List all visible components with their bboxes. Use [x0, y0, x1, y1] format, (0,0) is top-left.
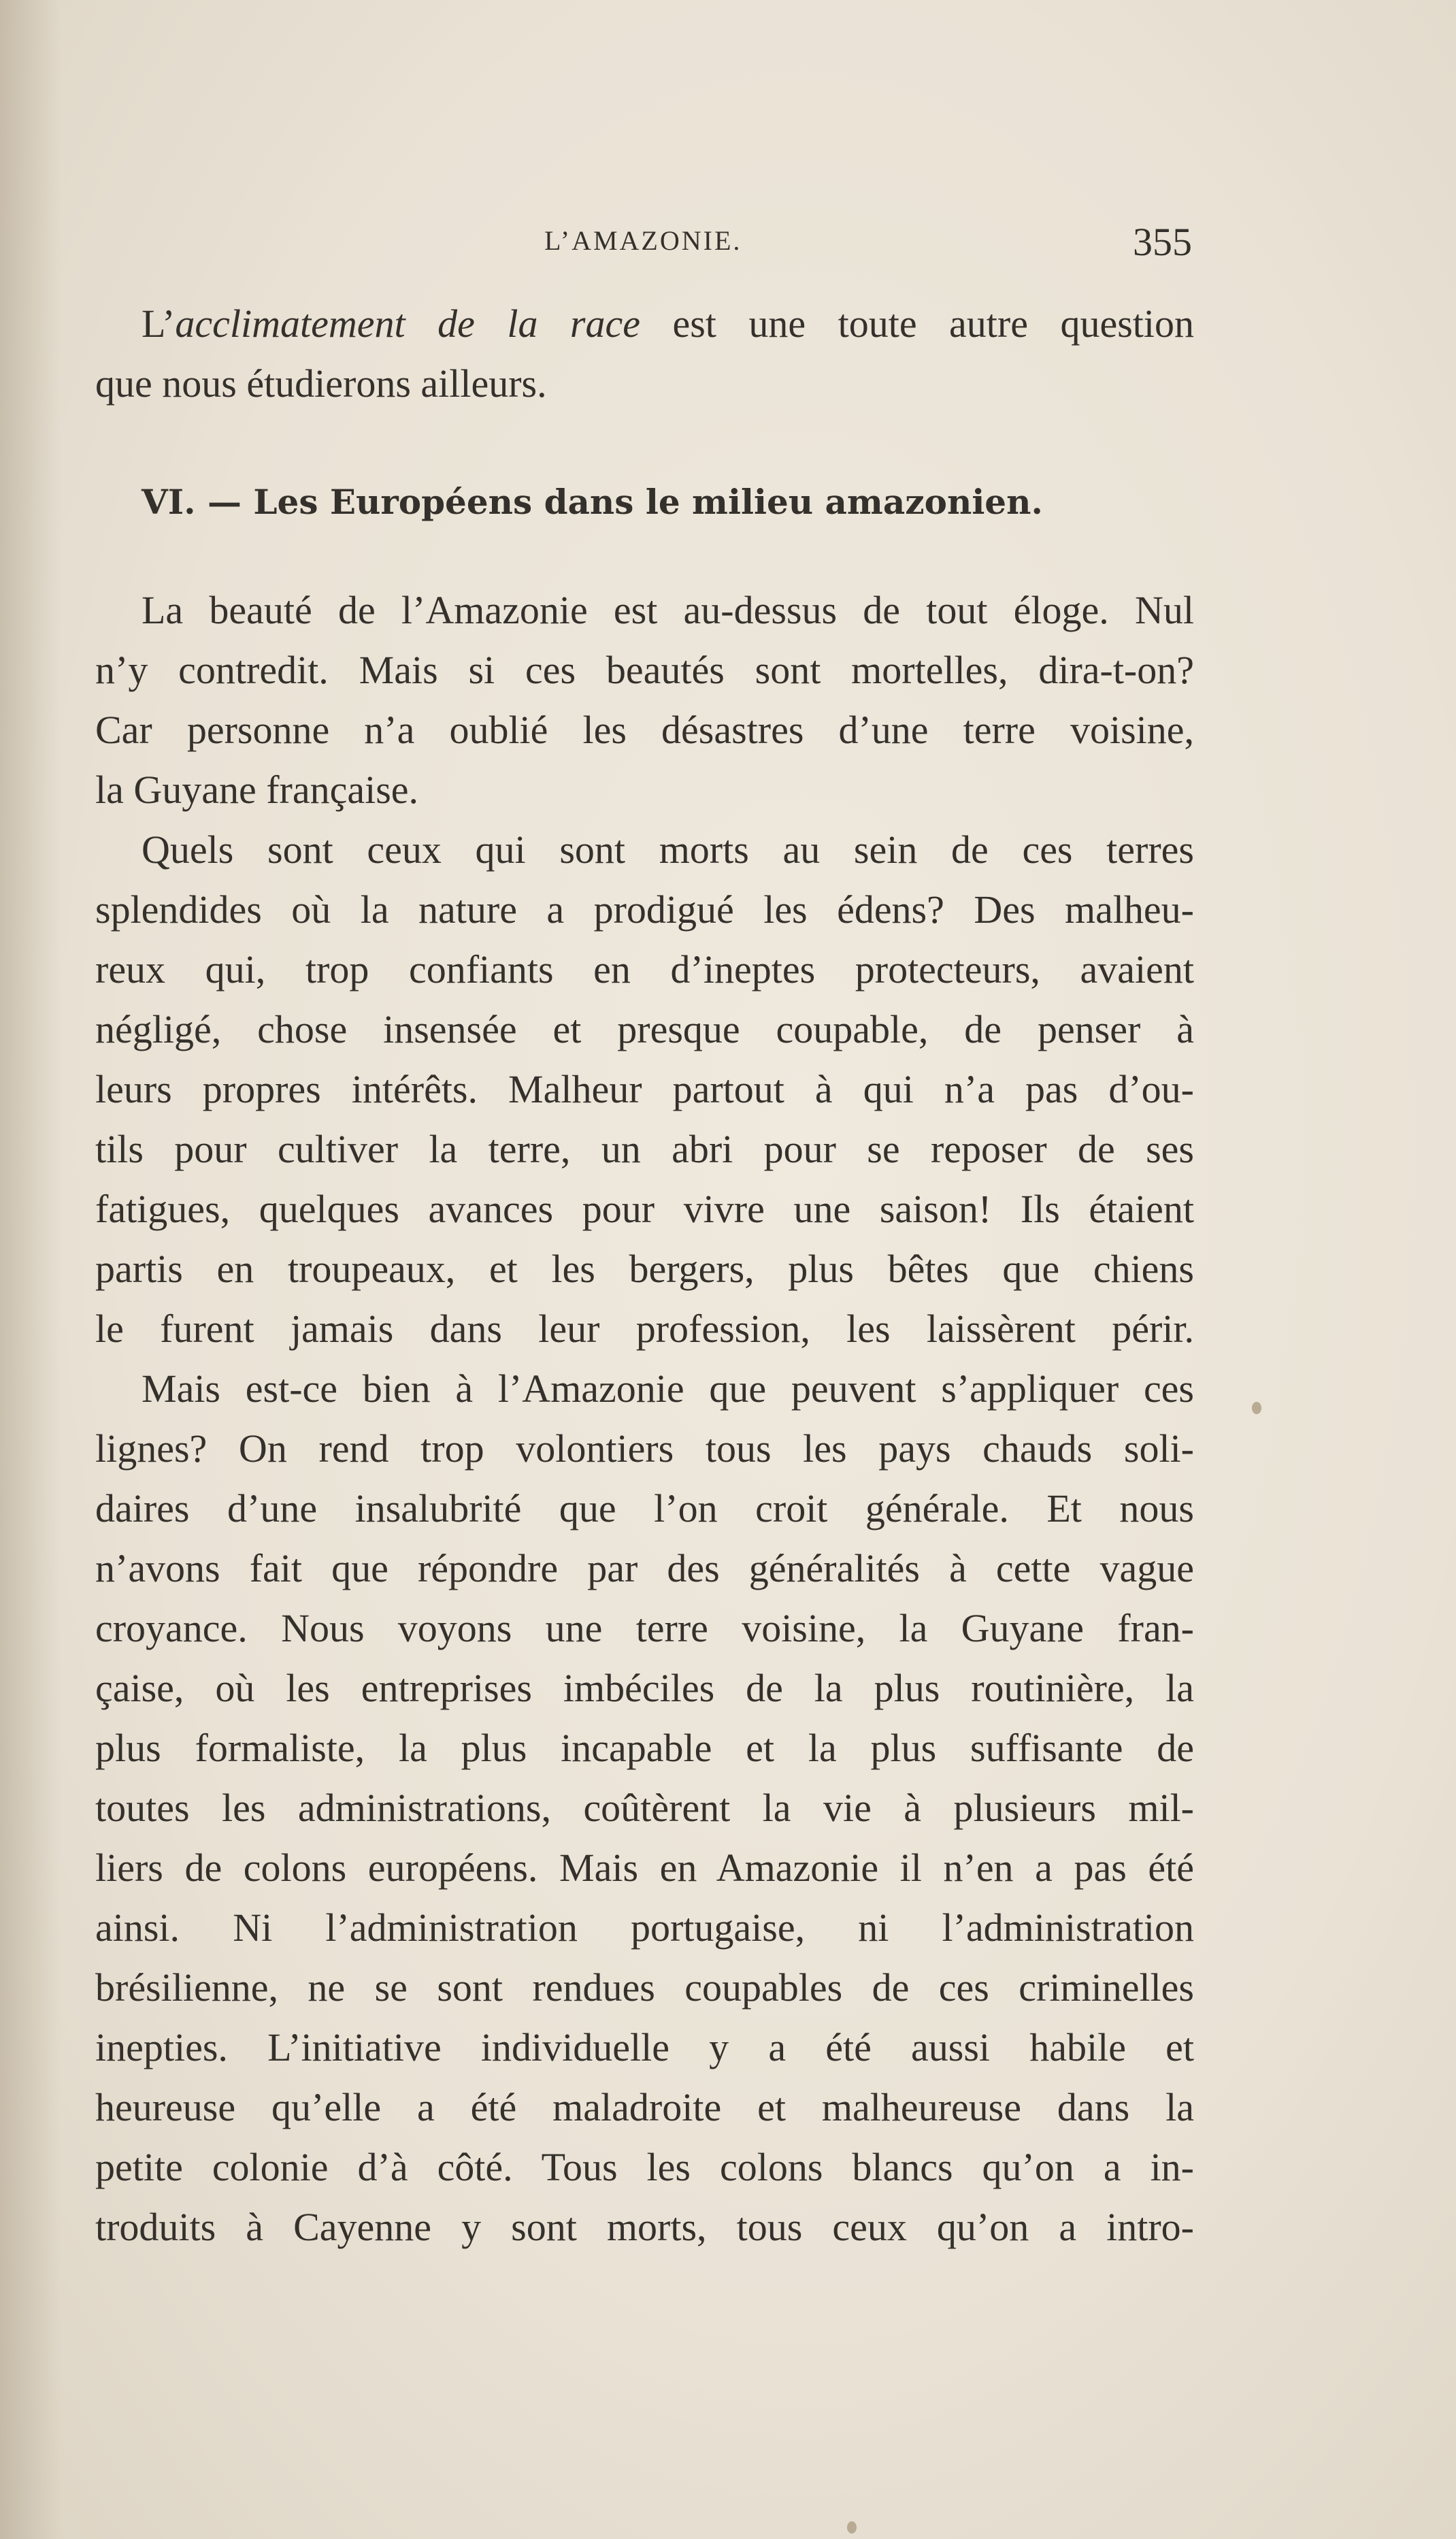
text-line: n’avons fait que répondre par des généralités à cette vague — [95, 1546, 1194, 1590]
text-line: troduits à Cayenne y sont morts, tous ceux qu’on a intro- — [95, 2205, 1194, 2249]
section-heading: VI. — Les Européens dans le milieu amazonien. — [142, 482, 1043, 522]
text-line: inepties. L’initiative individuelle y a été aussi habile et — [95, 2025, 1194, 2069]
page-edge-shadow — [0, 0, 61, 2539]
page-number: 355 — [1133, 220, 1192, 264]
text-line: heureuse qu’elle a été maladroite et malheureuse dans la — [95, 2085, 1194, 2129]
text-line: ainsi. Ni l’administration portugaise, ni l’administration — [95, 1905, 1194, 1950]
text-line: reux qui, trop confiants en d’ineptes protecteurs, avaient — [95, 947, 1194, 992]
opening-rest: est une toute autre question — [640, 301, 1194, 346]
text-line: n’y contredit. Mais si ces beautés sont mortelles, dira-t-on? — [95, 648, 1194, 692]
text-line: partis en troupeaux, et les bergers, plus bêtes que chiens — [95, 1247, 1194, 1291]
opening-line-2: que nous étudierons ailleurs. — [95, 361, 547, 406]
text-line: çaise, où les entreprises imbéciles de la plus routinière, la — [95, 1666, 1194, 1710]
text-line: splendides où la nature a prodigué les édens? Des malheu- — [95, 887, 1194, 932]
text-line: fatigues, quelques avances pour vivre une saison! Ils étaient — [95, 1187, 1194, 1231]
text-line: Quels sont ceux qui sont morts au sein de ces terres — [142, 828, 1194, 872]
running-head — [0, 219, 1456, 267]
paper-spot — [847, 2521, 857, 2534]
text-line: Mais est-ce bien à l’Amazonie que peuvent s’appliquer ces — [142, 1366, 1194, 1411]
text-line: négligé, chose insensée et presque coupable, de penser à — [95, 1007, 1194, 1051]
text-line: daires d’une insalubrité que l’on croit générale. Et nous — [95, 1486, 1194, 1530]
text-line: La beauté de l’Amazonie est au-dessus de tout éloge. Nul — [142, 588, 1194, 632]
text-line: leurs propres intérêts. Malheur partout à qui n’a pas d’ou- — [95, 1067, 1194, 1111]
text-line: brésilienne, ne se sont rendues coupables de ces criminelles — [95, 1965, 1194, 2010]
text-line: tils pour cultiver la terre, un abri pour se reposer de ses — [95, 1127, 1194, 1171]
paper-spot — [1252, 1402, 1261, 1414]
text-line: la Guyane française. — [95, 768, 419, 812]
opening-lead: L’ — [142, 301, 176, 346]
text-line: croyance. Nous voyons une terre voisine, la Guyane fran- — [95, 1606, 1194, 1650]
text-line: liers de colons européens. Mais en Amazonie il n’en a pas été — [95, 1846, 1194, 1890]
italic-phrase: acclimatement de la race — [175, 301, 640, 346]
opening-line-1 — [142, 300, 1194, 348]
text-line: Car personne n’a oublié les désastres d’une terre voisine, — [95, 708, 1194, 752]
text-line: le furent jamais dans leur profession, les laissèrent périr. — [95, 1307, 1194, 1351]
running-head-title: L’AMAZONIE. — [544, 225, 742, 256]
text-line: petite colonie d’à côté. Tous les colons blancs qu’on a in- — [95, 2145, 1194, 2189]
text-line: lignes? On rend trop volontiers tous les pays chauds soli- — [95, 1426, 1194, 1471]
text-line: toutes les administrations, coûtèrent la vie à plusieurs mil- — [95, 1786, 1194, 1830]
text-line: plus formaliste, la plus incapable et la plus suffisante de — [95, 1726, 1194, 1770]
